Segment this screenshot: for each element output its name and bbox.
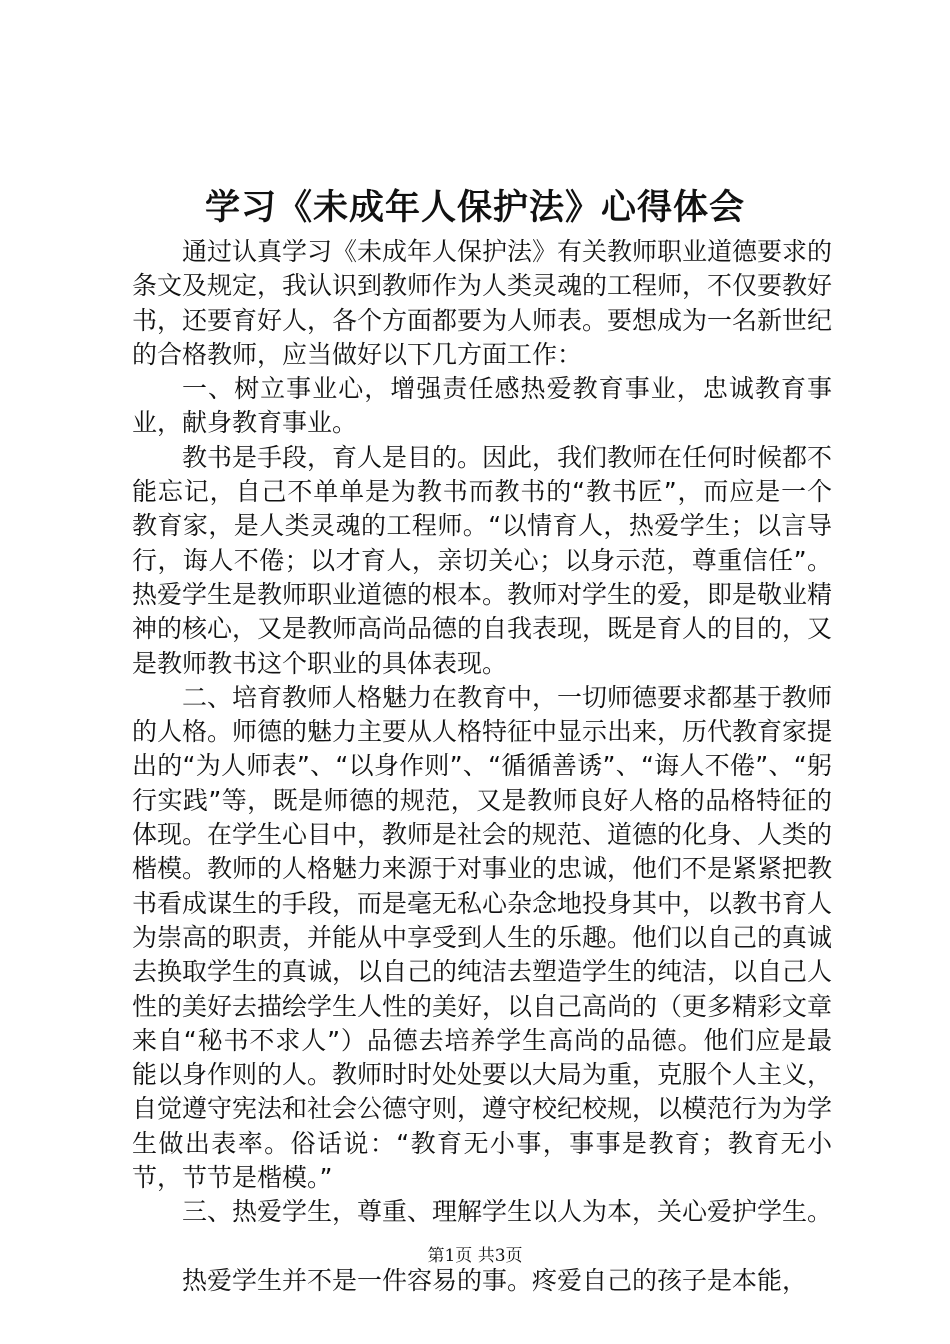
document-body bbox=[132, 235, 832, 1298]
paragraph-section-three: 三、热爱学生，尊重、理解学生以人为本，关心爱护学生。 bbox=[182, 1197, 833, 1227]
paragraph-section-two: 二、培育教师人格魅力在教育中，一切师德要求都基于教师的人格。师德的魅力主要从人格特征中显示出来，历代教育家提出的“为人师表”、“以身作则”、“循循善诱”、“诲人不倦”、“躬行实践”等，既是师德的规范，又是教师良好人格的品格特征的体现。在学生心目中，教师是社会的规范、道德的化身、人类的楷模。教师的人格魅力来源于对事业的忠诚，他们不是紧紧把教书看成谋生的手段，而是毫无私心杂念地投身其中，以教书育人为崇高的职责，并能从中享受到人生的乐趣。他们以自己的真诚去换取学生的真诚，以自己的纯洁去塑造学生的纯洁，以自己人性的美好去描绘学生人性的美好，以自己高尚的（更多精彩文章来自“秘书不求人”）品德去培养学生高尚的品德。他们应是最能以身作则的人。教师时时处处要以大局为重，克服个人主义，自觉遵守宪法和社会公德守则，遵守校纪校规，以模范行为为学生做出表率。俗话说：“教育无小事，事事是教育；教育无小节，节节是楷模。” bbox=[132, 682, 833, 1193]
paragraph-love-students: 热爱学生并不是一件容易的事。疼爱自己的孩子是本能， bbox=[182, 1265, 808, 1295]
paragraph-section-one: 一、树立事业心，增强责任感热爱教育事业，忠诚教育事业，献身教育事业。 bbox=[132, 374, 832, 438]
document-title: 学习《未成年人保护法》心得体会 bbox=[204, 187, 745, 228]
page-number-footer: 第1页 共3页 bbox=[427, 1246, 523, 1266]
paragraph-teaching-purpose: 教书是手段，育人是目的。因此，我们教师在任何时候都不能忘记，自己不单单是为教书而教书的“教书匠”，而应是一个教育家，是人类灵魂的工程师。“以情育人，热爱学生；以言导行，诲人不倦；以才育人，亲切关心；以身示范，尊重信任”。热爱学生是教师职业道德的根本。教师对学生的爱，即是敬业精神的核心，又是教师高尚品德的自我表现，既是育人的目的，又是教师教书这个职业的具体表现。 bbox=[132, 442, 833, 678]
paragraph-intro: 通过认真学习《未成年人保护法》有关教师职业道德要求的条文及规定，我认识到教师作为人类灵魂的工程师，不仅要教好书，还要育好人，各个方面都要为人师表。要想成为一名新世纪的合格教师，应当做好以下几方面工作： bbox=[132, 237, 833, 369]
